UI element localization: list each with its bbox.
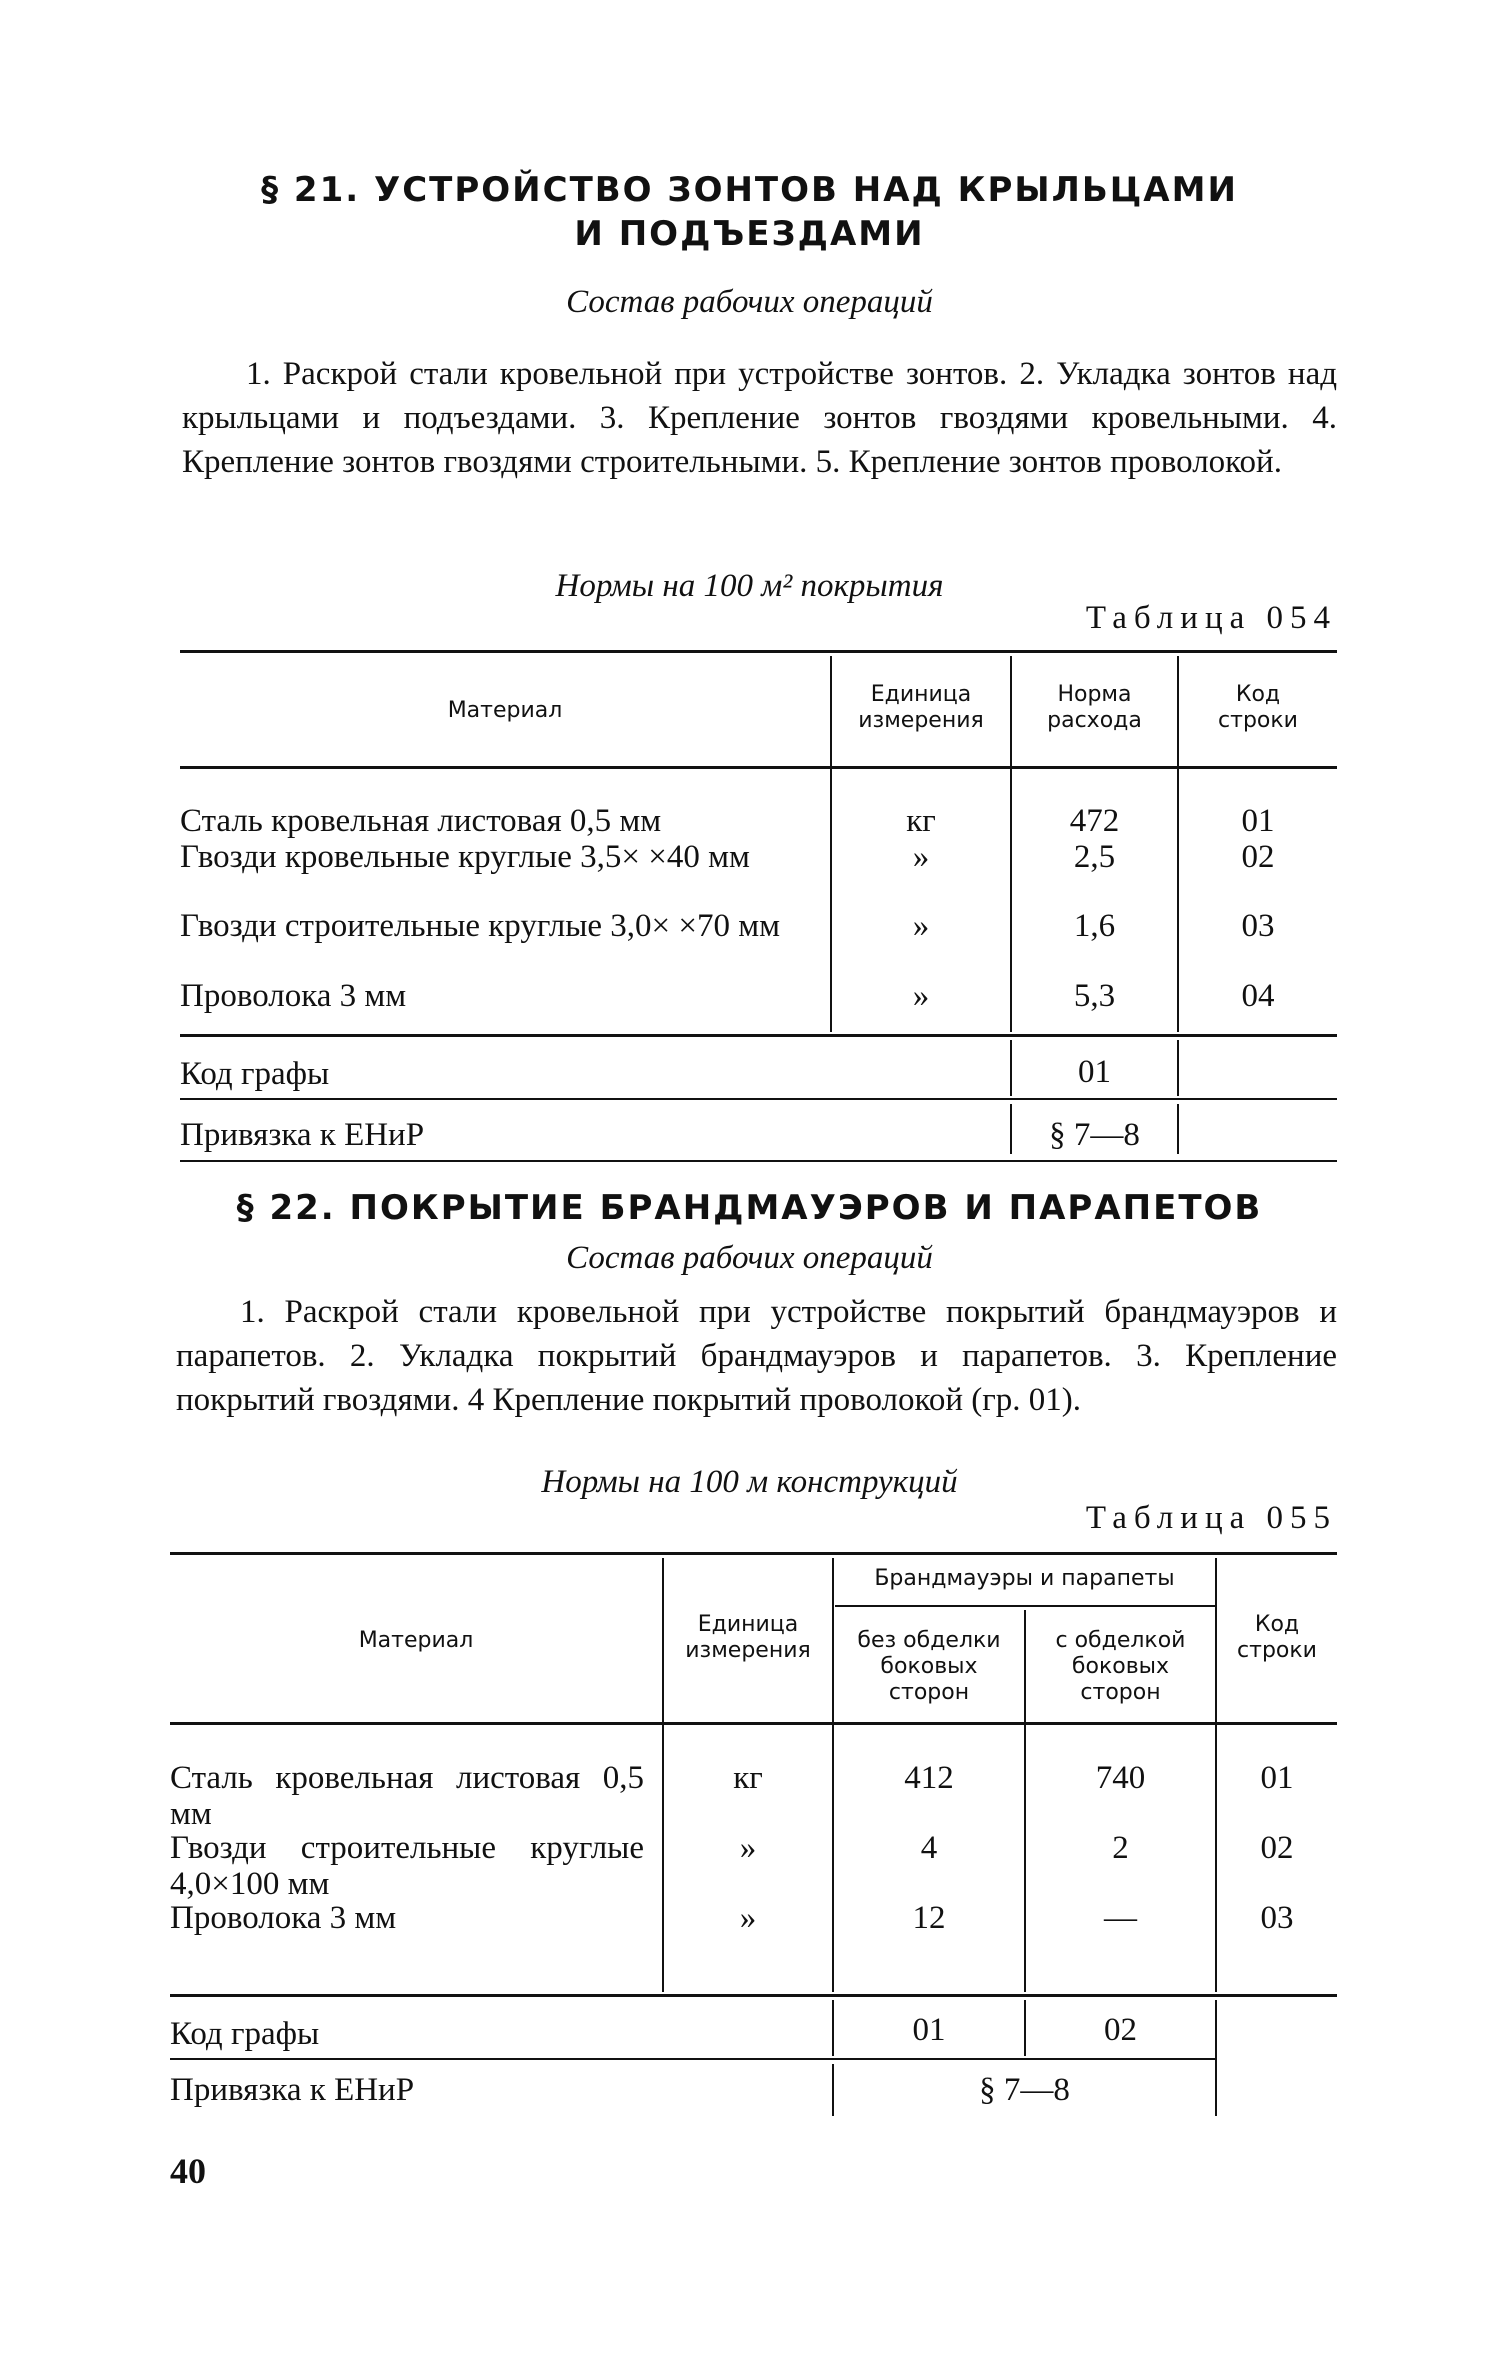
section-21-norms-heading: Нормы на 100 м² покрытия [555,568,944,604]
table-row-norm: 2,5 [1073,839,1116,875]
table-row-norm: 1,6 [1073,908,1116,944]
header-material: Материал [358,1628,474,1653]
header-norm: Норма расхода [1047,682,1142,733]
table-row-unit: » [912,978,930,1014]
table-row-v2: 2 [1112,1830,1129,1866]
table-row-material: Сталь кровельная листовая 0,5 мм [170,1760,644,1832]
table-row-unit: » [912,908,930,944]
header-unit: Единица измерения [858,682,984,733]
section-22-title: § 22. ПОКРЫТИЕ БРАНДМАУЭРОВ И ПАРАПЕТОВ [236,1188,1263,1228]
table-row-norm: 472 [1069,803,1120,839]
table-row-unit: кг [733,1760,763,1796]
header-code: Код строки [1218,682,1298,733]
enir-link-label: Привязка к ЕНиР [170,2072,415,2108]
table-row-code: 01 [1260,1760,1294,1796]
header-code: Код строки [1237,1612,1317,1663]
table-row-material: Проволока 3 мм [170,1900,397,1936]
table-row-material: Гвозди кровельные круглые 3,5× ×40 мм [180,839,750,875]
header-unit: Единица измерения [685,1612,811,1663]
section-22-ops-text: 1. Раскрой стали кровельной при устройстве покрытий брандмауэров и парапетов. 2. Укладка покрытий брандмауэров и парапетов. 3. Крепление покрытий гвоздями. 4 Крепление покрытий проволокой (гр. 01). [176,1294,1337,1418]
section-21-ops-heading: Состав рабочих операций [566,284,933,320]
table-row-code: 02 [1260,1830,1294,1866]
table-row-code: 01 [1241,803,1275,839]
header-col1: без обделки боковых сторон [857,1628,1001,1705]
table-054-number: Таблица 054 [1085,600,1337,636]
header-group: Брандмауэры и парапеты [874,1566,1175,1591]
section-22-ops-heading: Состав рабочих операций [566,1240,933,1276]
code-graph-value-2: 02 [1104,2012,1137,2048]
table-row-code: 03 [1241,908,1275,944]
table-row-v2: 740 [1095,1760,1146,1796]
table-row-code: 04 [1241,978,1275,1014]
table-row-material: Гвозди строительные круглые 3,0× ×70 мм [180,908,780,944]
enir-link-value: § 7—8 [979,2072,1070,2108]
page-number: 40 [170,2151,206,2191]
table-row-unit: кг [906,803,936,839]
table-row-code: 02 [1241,839,1275,875]
code-graph-label: Код графы [180,1056,330,1092]
table-row-material: Проволока 3 мм [180,978,407,1014]
table-row-unit: » [739,1900,757,1936]
section-22-norms-heading: Нормы на 100 м конструкций [541,1464,958,1500]
enir-link-value: § 7—8 [1049,1117,1140,1153]
table-row-v1: 4 [920,1830,938,1866]
header-col2: с обделкой боковых сторон [1055,1628,1186,1705]
code-graph-value-1: 01 [912,2012,946,2048]
header-material: Материал [447,698,563,723]
table-row-unit: » [739,1830,757,1866]
table-row-v2: — [1104,1900,1137,1936]
code-graph-label: Код графы [170,2016,320,2052]
table-row-unit: » [912,839,930,875]
table-row-code: 03 [1260,1900,1294,1936]
section-21-title-cont: И ПОДЪЕЗДАМИ [574,214,925,254]
table-row-v1: 412 [904,1760,954,1796]
table-row-norm: 5,3 [1073,978,1116,1014]
code-graph-value: 01 [1078,1054,1111,1090]
section-21-title: § 21. УСТРОЙСТВО ЗОНТОВ НАД КРЫЛЬЦАМИ [261,170,1238,210]
table-row-material: Сталь кровельная листовая 0,5 мм [180,803,662,839]
table-row-v1: 12 [912,1900,946,1936]
table-055-number: Таблица 055 [1085,1500,1337,1536]
section-21-ops-text: 1. Раскрой стали кровельной при устройстве зонтов. 2. Укладка зонтов над крыльцами и подъездами. 3. Крепление зонтов гвоздями кровельными. 4. Крепление зонтов гвоздями строительными. 5. Крепление зонтов проволокой. [182,356,1337,480]
enir-link-label: Привязка к ЕНиР [180,1117,425,1153]
table-row-material: Гвозди строительные круглые 4,0×100 мм [170,1830,644,1902]
